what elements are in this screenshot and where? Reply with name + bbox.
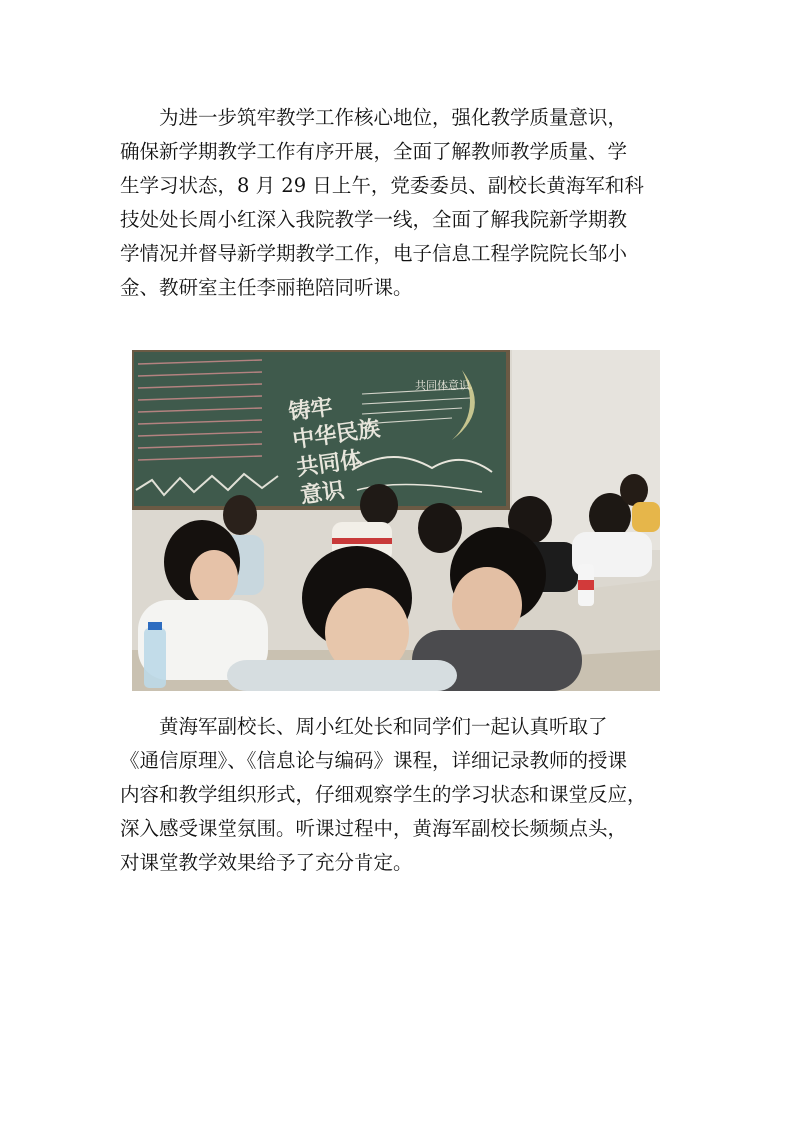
text-line: 对课堂教学效果给予了充分肯定。	[120, 851, 413, 874]
blackboard-heading: 共同体意识	[415, 379, 470, 392]
blackboard-title-line: 铸牢	[287, 394, 335, 426]
blackboard-title-line: 中华民族	[291, 416, 382, 454]
text-line: 《通信原理》、《信息论与编码》课程，详细记录教师的授课	[120, 749, 628, 772]
blackboard-title-line: 意识	[298, 478, 346, 509]
text-line: 深入感受课堂氛围。听课过程中，黄海军副校长频频点头，	[120, 817, 628, 840]
text-line: 确保新学期教学工作有序开展，全面了解教师教学质量、学	[120, 140, 628, 163]
text-line: 技处处长周小红深入我院教学一线，全面了解我院新学期教	[120, 208, 628, 231]
text-line: 生学习状态，8 月 29 日上午，党委委员、副校长黄海军和科	[120, 174, 644, 197]
text-line: 黄海军副校长、周小红处长和同学们一起认真听取了	[120, 715, 608, 738]
text-line: 内容和教学组织形式，仔细观察学生的学习状态和课堂反应，	[120, 783, 647, 806]
text-line: 为进一步筑牢教学工作核心地位，强化教学质量意识，	[120, 106, 628, 129]
blackboard-title	[287, 388, 390, 511]
classroom-photo	[132, 350, 660, 691]
text-line: 学情况并督导新学期教学工作，电子信息工程学院院长邹小	[120, 242, 628, 265]
paragraph-observation	[120, 710, 680, 880]
text-line: 金、教研室主任李丽艳陪同听课。	[120, 276, 413, 299]
paragraph-intro	[120, 101, 680, 305]
blackboard-title-line: 共同体	[294, 447, 364, 482]
classroom-scene	[132, 350, 660, 691]
